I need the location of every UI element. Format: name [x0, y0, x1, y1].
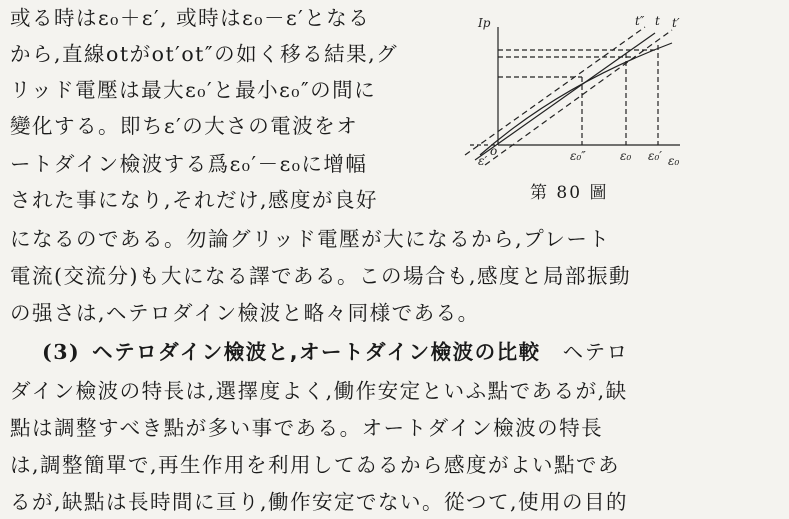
- text-line-3: リッド電壓は最大ε₀′と最小ε₀″の間に: [10, 78, 377, 102]
- text-line-11: 點は調整すべき點が多い事である。オートダイン檢波の特長: [10, 416, 604, 440]
- neg-label: ε′: [478, 154, 488, 168]
- text-line-12: は,調整簡單で,再生作用を利用してゐるから感度がよい點であ: [10, 453, 621, 477]
- figure-caption: 第 80 圖: [530, 183, 609, 203]
- x-label-e0-right: ε₀: [668, 154, 680, 168]
- curve-label-t1: t′: [672, 16, 680, 30]
- text-line-5: ートダイン檢波する爲ε₀′－ε₀に增幅: [10, 152, 368, 176]
- parallel-dashed-1: [465, 27, 645, 155]
- text-line-2: から,直線otがot′ot″の如く移る結果,グ: [10, 42, 399, 66]
- text-line-6: された事になり,それだけ,感度が良好: [10, 188, 379, 212]
- section-number: (3): [42, 340, 81, 364]
- section-heading-line: [10, 338, 629, 366]
- tangent-line: [475, 33, 655, 160]
- figure-80-diagram: [440, 5, 685, 200]
- text-line-13: るが,缺點は長時間に亘り,働作安定でない。從つて,使用の目的: [10, 490, 629, 514]
- x-label-e0: ε₀: [620, 149, 632, 163]
- section-lead: ヘテロ: [562, 340, 629, 364]
- origin-label: o: [490, 144, 498, 158]
- curve-label-t2: t″: [635, 14, 645, 28]
- y-axis-label: Ip: [478, 16, 491, 30]
- text-line-8: 電流(交流分)も大になる譯である。この場合も,感度と局部振動: [10, 264, 632, 288]
- text-line-10: ダイン檢波の特長は,選擇度よく,働作安定といふ點であるが,缺: [10, 379, 628, 403]
- x-label-e0p: ε₀′: [648, 149, 662, 163]
- text-line-4: 變化する。即ちε′の大さの電波をオ: [10, 114, 359, 138]
- curve-label-t: t: [655, 14, 660, 28]
- text-line-9: の强さは,ヘテロダイン檢波と略々同様である。: [10, 301, 480, 325]
- text-line-7: になるのである。勿論グリッド電壓が大になるから,プレート: [10, 227, 611, 251]
- text-line-1: 或る時はε₀＋ε′, 或時はε₀－ε′となる: [10, 6, 371, 30]
- x-label-e0pp: ε₀″: [570, 149, 586, 163]
- section-title: ヘテロダイン檢波と,オートダイン檢波の比較: [92, 340, 541, 364]
